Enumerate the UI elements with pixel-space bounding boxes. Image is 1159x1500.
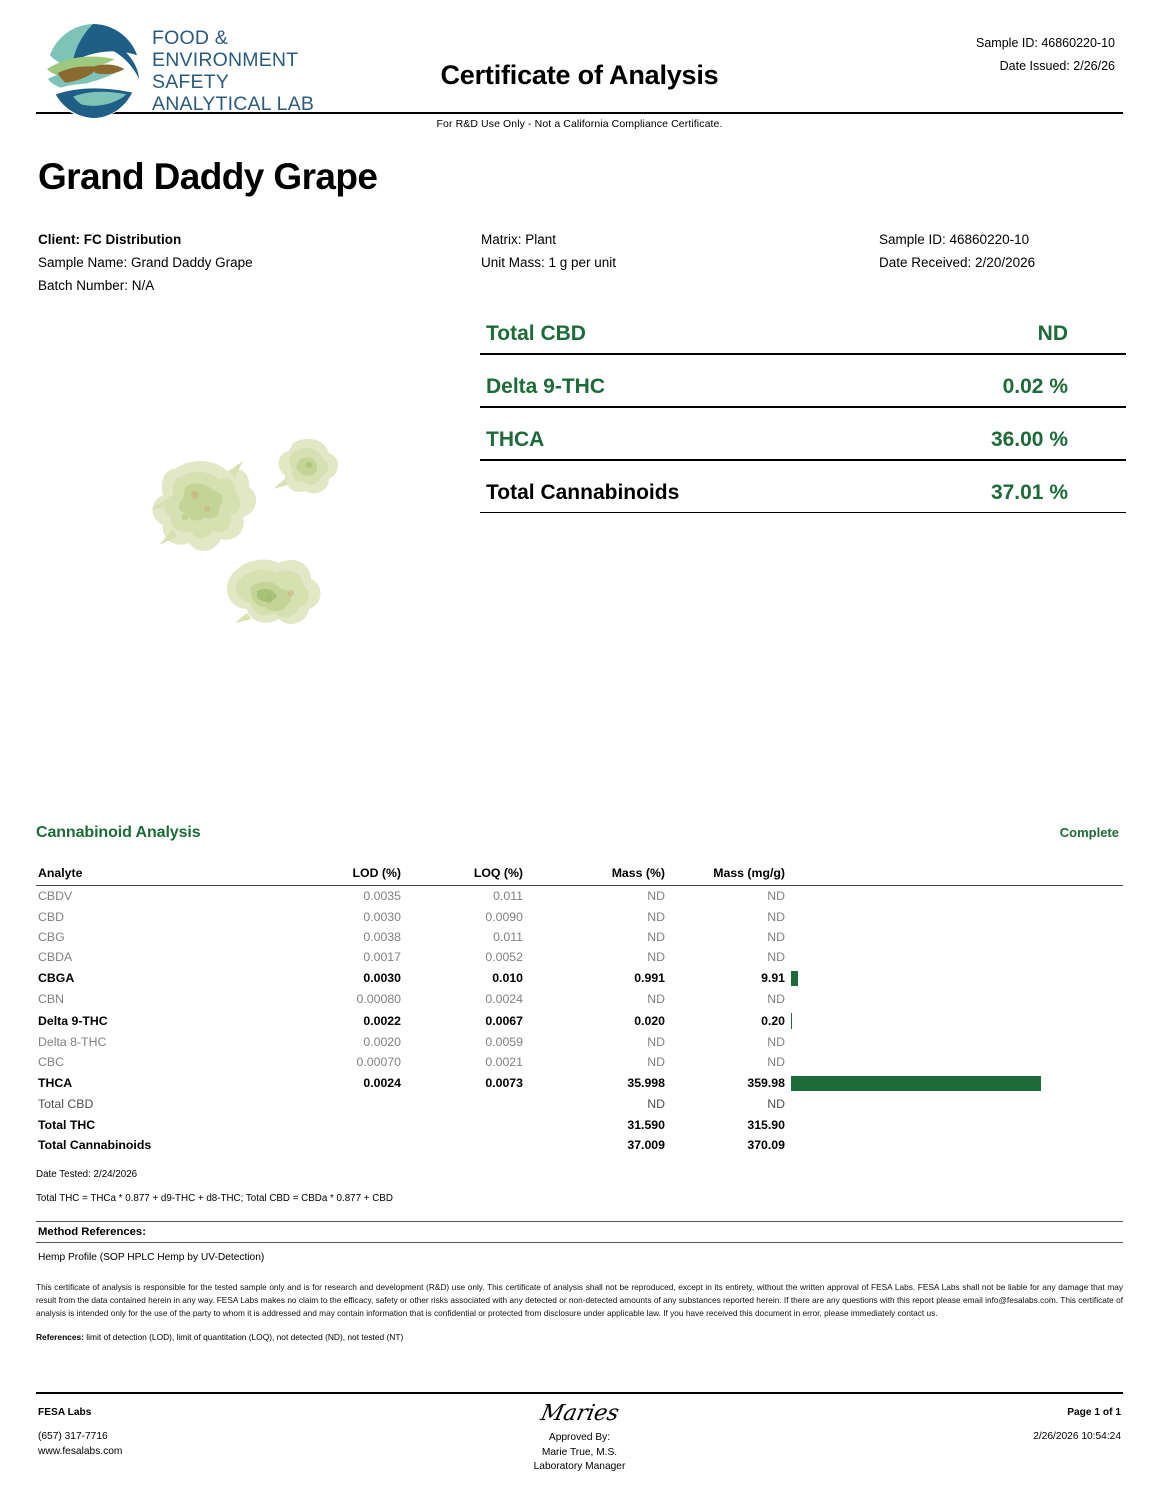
- cell-bar: [785, 1073, 1123, 1095]
- references-text: limit of detection (LOD), limit of quantitation (LOQ), not detected (ND), not tested (NT): [83, 1332, 404, 1343]
- cell-lod: [306, 1135, 401, 1155]
- col-mass-pct: Mass (%): [611, 866, 665, 880]
- section-header: [36, 824, 1123, 842]
- cell-bar: [785, 989, 1123, 1009]
- header-sample-info: [976, 32, 1115, 78]
- meta-column-client: [38, 228, 253, 298]
- table-row: [36, 1010, 1123, 1032]
- table-row: [36, 989, 1123, 1009]
- cell-bar: [785, 968, 1123, 990]
- cell-lod: [306, 1115, 401, 1135]
- table-row: [36, 968, 1123, 990]
- cell-mass-pct: ND: [647, 929, 665, 944]
- abbreviation-references: [36, 1332, 1123, 1342]
- cell-loq: 0.011: [493, 889, 523, 904]
- cell-lod: 0.0038: [363, 929, 401, 944]
- rd-use-notice: For R&D Use Only - Not a California Compliance Certificate.: [436, 118, 723, 130]
- sample-metadata: [36, 228, 1123, 292]
- certificate-title: [36, 60, 1123, 91]
- cell-mass-pct: ND: [647, 992, 665, 1007]
- cannabinoid-analysis-section: [36, 824, 1123, 1155]
- cell-loq: 0.0021: [485, 1055, 523, 1070]
- summary-value: 0.02 %: [1002, 375, 1068, 398]
- logo-line-1: FOOD &: [152, 26, 228, 49]
- cell-loq: 0.0059: [485, 1035, 523, 1050]
- sample-overview: [36, 316, 1123, 816]
- cell-analyte: CBDA: [38, 950, 73, 965]
- cell-bar: [785, 927, 1123, 947]
- cell-lod: 0.00080: [356, 992, 401, 1007]
- cell-analyte: CBN: [38, 992, 64, 1007]
- cell-lod: 0.0035: [363, 889, 401, 904]
- cell-analyte: Delta 8-THC: [38, 1035, 107, 1050]
- footer-approval: [36, 1398, 1123, 1475]
- meta-sample-id: Sample ID: 46860220-10: [879, 232, 1030, 247]
- cell-bar: [785, 1010, 1123, 1032]
- summary-row: [480, 475, 1126, 513]
- meta-date-received: Date Received: 2/20/2026: [879, 255, 1036, 271]
- cell-analyte: Total CBD: [38, 1097, 94, 1112]
- cell-bar: [785, 947, 1123, 967]
- cell-mass-pct: 31.590: [627, 1117, 665, 1132]
- table-row: [36, 906, 1123, 926]
- footer-page-info: [1033, 1406, 1121, 1445]
- footer-website[interactable]: www.fesalabs.com: [38, 1445, 123, 1457]
- table-row: [36, 886, 1123, 907]
- cell-loq: 0.0090: [485, 909, 523, 924]
- cell-mass-pct: 35.998: [627, 1076, 665, 1091]
- cell-mass-mgg: 315.90: [747, 1117, 785, 1132]
- col-analyte: Analyte: [38, 866, 83, 880]
- section-title: Cannabinoid Analysis: [36, 824, 201, 841]
- certificate-title-text: Certificate of Analysis: [440, 60, 719, 90]
- meta-unit-mass: Unit Mass: 1 g per unit: [481, 255, 617, 271]
- meta-batch-number: Batch Number: N/A: [38, 278, 155, 294]
- meta-column-matrix: [481, 228, 616, 274]
- cell-analyte: THCA: [38, 1076, 73, 1091]
- approver-name: Marie True, M.S.: [541, 1446, 618, 1458]
- logo-line-3: SAFETY: [152, 71, 230, 93]
- cell-lod: 0.0024: [363, 1076, 401, 1091]
- meta-matrix: Matrix: Plant: [481, 232, 557, 247]
- cell-loq: 0.0052: [485, 950, 523, 965]
- cell-loq: 0.0024: [485, 992, 523, 1007]
- table-row: [36, 1032, 1123, 1052]
- table-body: [36, 886, 1123, 1156]
- summary-row: [480, 316, 1126, 355]
- signature-image: Maries: [538, 1401, 622, 1426]
- cell-mass-pct: ND: [647, 889, 665, 904]
- cell-mass-pct: 0.020: [634, 1013, 665, 1028]
- cell-bar: [785, 1052, 1123, 1072]
- meta-client: Client: FC Distribution: [38, 232, 182, 247]
- summary-label: Delta 9-THC: [486, 375, 606, 398]
- cell-mass-pct: ND: [647, 1097, 665, 1112]
- cell-mass-mgg: ND: [767, 950, 785, 965]
- col-lod: LOD (%): [352, 866, 401, 880]
- analysis-notes: [36, 1169, 1123, 1205]
- cell-lod: 0.0030: [363, 909, 401, 924]
- cell-analyte: CBG: [38, 929, 65, 944]
- value-bar: [791, 1013, 792, 1029]
- cell-analyte: CBDV: [38, 889, 73, 904]
- cell-mass-mgg: 9.91: [761, 971, 785, 986]
- value-bar: [791, 1076, 1041, 1091]
- cell-mass-mgg: ND: [767, 992, 785, 1007]
- cell-analyte: Delta 9-THC: [38, 1013, 108, 1028]
- table-row: [36, 947, 1123, 967]
- summary-label: THCA: [486, 428, 545, 451]
- cell-mass-pct: ND: [647, 909, 665, 924]
- cell-mass-pct: ND: [647, 1055, 665, 1070]
- cell-mass-mgg: ND: [767, 1055, 785, 1070]
- cell-loq: 0.010: [492, 971, 523, 986]
- method-references-body: Hemp Profile (SOP HPLC Hemp by UV-Detection): [38, 1251, 265, 1263]
- value-bar: [791, 971, 798, 986]
- cell-lod: 0.0020: [363, 1035, 401, 1050]
- table-row: [36, 927, 1123, 947]
- status-badge: Complete: [1059, 825, 1119, 840]
- summary-label: Total CBD: [486, 322, 586, 345]
- col-bar: [785, 866, 1123, 886]
- header-sample-id: Sample ID: 46860220-10: [976, 36, 1115, 50]
- cell-lod: [306, 1094, 401, 1114]
- col-loq: LOQ (%): [473, 866, 523, 880]
- cell-bar: [785, 1094, 1123, 1114]
- cell-loq: [401, 1115, 523, 1135]
- cell-mass-pct: 37.009: [627, 1138, 665, 1153]
- date-tested: Date Tested: 2/24/2026: [36, 1169, 138, 1181]
- method-references-title: Method References:: [36, 1221, 1123, 1243]
- col-mass-mgg: Mass (mg/g): [713, 866, 785, 880]
- cell-loq: 0.011: [493, 929, 523, 944]
- cell-bar: [785, 886, 1123, 907]
- sample-photo: [111, 421, 371, 641]
- logo-line-2: ENVIRONMENT: [152, 48, 299, 71]
- cell-bar: [785, 1135, 1123, 1155]
- footer-phone: (657) 317-7716: [38, 1430, 108, 1442]
- cell-bar: [785, 1115, 1123, 1135]
- table-row: [36, 1094, 1123, 1114]
- cell-mass-mgg: 0.20: [761, 1013, 785, 1028]
- cell-mass-mgg: 359.98: [747, 1076, 785, 1091]
- table-header-row: [36, 866, 1123, 886]
- cell-lod: 0.00070: [356, 1055, 401, 1070]
- summary-value: 37.01 %: [990, 481, 1068, 504]
- cell-mass-pct: ND: [647, 1035, 665, 1050]
- meta-column-sample: [879, 228, 1035, 274]
- cell-lod: 0.0017: [363, 950, 401, 965]
- page-footer: [36, 1392, 1123, 1482]
- cell-loq: [401, 1135, 523, 1155]
- footer-lab-name: FESA Labs: [38, 1407, 92, 1418]
- table-row: [36, 1073, 1123, 1095]
- cell-bar: [785, 1032, 1123, 1052]
- header-date-issued: Date Issued: 2/26/26: [999, 59, 1115, 74]
- cell-mass-pct: 0.991: [634, 971, 665, 986]
- summary-row: [480, 422, 1126, 461]
- page-number: Page 1 of 1: [1067, 1407, 1121, 1418]
- cell-analyte: CBC: [38, 1055, 64, 1070]
- calculation-formula: Total THC = THCa * 0.877 + d9-THC + d8-THC; Total CBD = CBDa * 0.877 + CBD: [36, 1193, 393, 1205]
- cell-lod: 0.0022: [363, 1013, 401, 1028]
- cell-analyte: Total Cannabinoids: [38, 1138, 152, 1153]
- references-label: References:: [36, 1332, 84, 1343]
- cannabinoid-table: [36, 866, 1123, 1155]
- meta-sample-name: Sample Name: Grand Daddy Grape: [38, 255, 253, 271]
- cell-mass-mgg: 370.09: [747, 1138, 785, 1153]
- page-title: Grand Daddy Grape: [38, 156, 378, 197]
- approved-by-label: Approved By:: [548, 1431, 611, 1443]
- logo-line-4: ANALYTICAL LAB: [152, 93, 315, 116]
- cell-mass-mgg: ND: [767, 909, 785, 924]
- cell-mass-mgg: ND: [767, 889, 785, 904]
- cell-loq: 0.0067: [485, 1013, 523, 1028]
- table-row: [36, 1135, 1123, 1155]
- approver-title: Laboratory Manager: [533, 1461, 626, 1473]
- cell-mass-mgg: ND: [767, 1097, 785, 1112]
- cell-analyte: Total THC: [38, 1117, 96, 1132]
- cell-mass-mgg: ND: [767, 1035, 785, 1050]
- summary-value: 36.00 %: [990, 428, 1068, 451]
- summary-value: ND: [1037, 322, 1068, 345]
- page-header: [36, 0, 1123, 116]
- cell-analyte: CBGA: [38, 971, 75, 986]
- cell-analyte: CBD: [38, 909, 64, 924]
- cell-bar: [785, 906, 1123, 926]
- cell-mass-mgg: ND: [767, 929, 785, 944]
- footer-timestamp: 2/26/2026 10:54:24: [1033, 1430, 1121, 1442]
- cell-loq: [401, 1094, 523, 1114]
- cell-lod: 0.0030: [363, 971, 401, 986]
- cell-loq: 0.0073: [485, 1076, 523, 1091]
- table-row: [36, 1115, 1123, 1135]
- summary-row: [480, 369, 1126, 408]
- legal-disclaimer: This certificate of analysis is responsible for the tested sample only and is for research and development (R&D) use only. This certificate of analysis shall not be reproduced, except in its entirety, without the written approval of FESA Labs. FESA Labs shall not be liable for any damage that may result from the data contained herein in any way. FESA Labs makes no claim to the efficacy, safety or other risks associated with any detected or non-detected amounts of any substances reported herein. If there are any questions with this report please email info@fesalabs.com. This certificate of analysis is intended only for the use of the party to whom it is addressed and may contain information that is confidential or protected from disclosure under applicable law. If you have received this document in error, please immediately contact us.: [36, 1281, 1123, 1318]
- table-header: [36, 866, 1123, 886]
- summary-label: Total Cannabinoids: [486, 481, 680, 504]
- cell-mass-pct: ND: [647, 950, 665, 965]
- summary-results: [480, 316, 1126, 513]
- table-row: [36, 1052, 1123, 1072]
